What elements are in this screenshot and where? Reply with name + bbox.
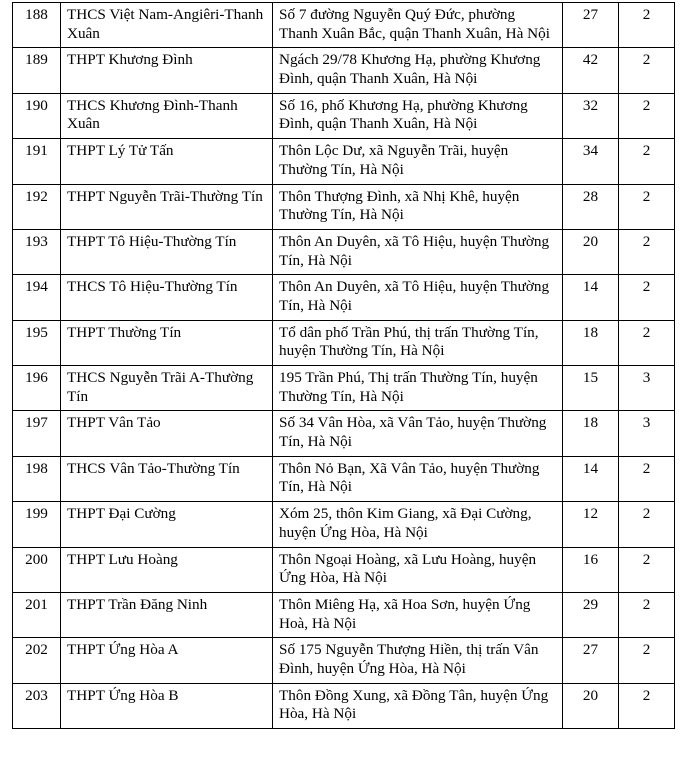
cell-address: Số 16, phố Khương Hạ, phường Khương Đình, quận Thanh Xuân, Hà Nội — [273, 93, 563, 138]
cell-count1: 16 — [563, 547, 619, 592]
cell-count2: 2 — [619, 139, 675, 184]
cell-count1: 20 — [563, 683, 619, 728]
cell-stt: 198 — [13, 456, 61, 501]
cell-count1: 42 — [563, 48, 619, 93]
cell-stt: 197 — [13, 411, 61, 456]
cell-count2: 2 — [619, 229, 675, 274]
cell-stt: 193 — [13, 229, 61, 274]
cell-count2: 2 — [619, 456, 675, 501]
cell-address: 195 Trần Phú, Thị trấn Thường Tín, huyện Thường Tín, Hà Nội — [273, 366, 563, 411]
cell-count1: 28 — [563, 184, 619, 229]
cell-school-name: THPT Lưu Hoàng — [61, 547, 273, 592]
cell-count2: 2 — [619, 592, 675, 637]
cell-count1: 14 — [563, 275, 619, 320]
cell-school-name: THPT Lý Tử Tấn — [61, 139, 273, 184]
cell-school-name: THCS Nguyễn Trãi A-Thường Tín — [61, 366, 273, 411]
cell-stt: 203 — [13, 683, 61, 728]
cell-address: Thôn Lộc Dư, xã Nguyễn Trãi, huyện Thường Tín, Hà Nội — [273, 139, 563, 184]
cell-count2: 2 — [619, 184, 675, 229]
cell-school-name: THPT Ứng Hòa B — [61, 683, 273, 728]
cell-count2: 3 — [619, 411, 675, 456]
cell-count2: 2 — [619, 502, 675, 547]
cell-school-name: THPT Nguyễn Trãi-Thường Tín — [61, 184, 273, 229]
cell-stt: 189 — [13, 48, 61, 93]
cell-address: Số 175 Nguyễn Thượng Hiền, thị trấn Vân Đình, huyện Ứng Hòa, Hà Nội — [273, 638, 563, 683]
cell-count2: 2 — [619, 547, 675, 592]
cell-count2: 2 — [619, 275, 675, 320]
cell-count2: 2 — [619, 638, 675, 683]
table-row — [13, 93, 675, 138]
cell-count2: 2 — [619, 48, 675, 93]
cell-address: Xóm 25, thôn Kim Giang, xã Đại Cường, huyện Ứng Hòa, Hà Nội — [273, 502, 563, 547]
cell-address: Số 7 đường Nguyễn Quý Đức, phường Thanh Xuân Bắc, quận Thanh Xuân, Hà Nội — [273, 3, 563, 48]
cell-count1: 27 — [563, 3, 619, 48]
cell-count1: 12 — [563, 502, 619, 547]
cell-address: Thôn Miêng Hạ, xã Hoa Sơn, huyện Ứng Hoà, Hà Nội — [273, 592, 563, 637]
cell-school-name: THPT Ứng Hòa A — [61, 638, 273, 683]
table-row — [13, 184, 675, 229]
cell-stt: 188 — [13, 3, 61, 48]
cell-address: Số 34 Vân Hòa, xã Vân Tảo, huyện Thường Tín, Hà Nội — [273, 411, 563, 456]
cell-school-name: THPT Thường Tín — [61, 320, 273, 365]
cell-count1: 15 — [563, 366, 619, 411]
cell-stt: 199 — [13, 502, 61, 547]
cell-school-name: THCS Vân Tảo-Thường Tín — [61, 456, 273, 501]
table-row — [13, 139, 675, 184]
table-row — [13, 275, 675, 320]
table-row — [13, 456, 675, 501]
cell-address: Ngách 29/78 Khương Hạ, phường Khương Đình, quận Thanh Xuân, Hà Nội — [273, 48, 563, 93]
table-row — [13, 3, 675, 48]
cell-count2: 2 — [619, 320, 675, 365]
table-row — [13, 502, 675, 547]
cell-stt: 192 — [13, 184, 61, 229]
table-row — [13, 366, 675, 411]
cell-stt: 191 — [13, 139, 61, 184]
cell-count2: 3 — [619, 366, 675, 411]
table-row — [13, 592, 675, 637]
cell-count1: 34 — [563, 139, 619, 184]
cell-school-name: THPT Tô Hiệu-Thường Tín — [61, 229, 273, 274]
cell-address: Thôn An Duyên, xã Tô Hiệu, huyện Thường Tín, Hà Nội — [273, 229, 563, 274]
cell-school-name: THPT Vân Tảo — [61, 411, 273, 456]
table-row — [13, 638, 675, 683]
cell-address: Thôn Ngoại Hoàng, xã Lưu Hoàng, huyện Ứng Hòa, Hà Nội — [273, 547, 563, 592]
table-row — [13, 547, 675, 592]
cell-count2: 2 — [619, 93, 675, 138]
table-row — [13, 411, 675, 456]
table-row — [13, 320, 675, 365]
cell-stt: 201 — [13, 592, 61, 637]
cell-count1: 18 — [563, 411, 619, 456]
cell-school-name: THCS Khương Đình-Thanh Xuân — [61, 93, 273, 138]
cell-stt: 200 — [13, 547, 61, 592]
cell-address: Thôn Đồng Xung, xã Đồng Tân, huyện Ứng Hòa, Hà Nội — [273, 683, 563, 728]
cell-address: Thôn Nỏ Bạn, Xã Vân Tảo, huyện Thường Tín, Hà Nội — [273, 456, 563, 501]
cell-school-name: THCS Việt Nam-Angiêri-Thanh Xuân — [61, 3, 273, 48]
cell-count1: 20 — [563, 229, 619, 274]
cell-count1: 18 — [563, 320, 619, 365]
cell-count2: 2 — [619, 683, 675, 728]
cell-stt: 202 — [13, 638, 61, 683]
cell-address: Tổ dân phố Trần Phú, thị trấn Thường Tín, huyện Thường Tín, Hà Nội — [273, 320, 563, 365]
cell-stt: 196 — [13, 366, 61, 411]
cell-school-name: THPT Khương Đình — [61, 48, 273, 93]
table-row — [13, 48, 675, 93]
cell-count1: 29 — [563, 592, 619, 637]
cell-school-name: THPT Trần Đăng Ninh — [61, 592, 273, 637]
cell-count1: 32 — [563, 93, 619, 138]
cell-address: Thôn Thượng Đình, xã Nhị Khê, huyện Thường Tín, Hà Nội — [273, 184, 563, 229]
cell-school-name: THCS Tô Hiệu-Thường Tín — [61, 275, 273, 320]
cell-stt: 195 — [13, 320, 61, 365]
cell-count2: 2 — [619, 3, 675, 48]
table-body — [13, 3, 675, 729]
cell-school-name: THPT Đại Cường — [61, 502, 273, 547]
table-row — [13, 229, 675, 274]
school-exam-site-table — [12, 2, 675, 729]
cell-address: Thôn An Duyên, xã Tô Hiệu, huyện Thường Tín, Hà Nội — [273, 275, 563, 320]
cell-count1: 27 — [563, 638, 619, 683]
cell-stt: 190 — [13, 93, 61, 138]
table-row — [13, 683, 675, 728]
cell-count1: 14 — [563, 456, 619, 501]
cell-stt: 194 — [13, 275, 61, 320]
